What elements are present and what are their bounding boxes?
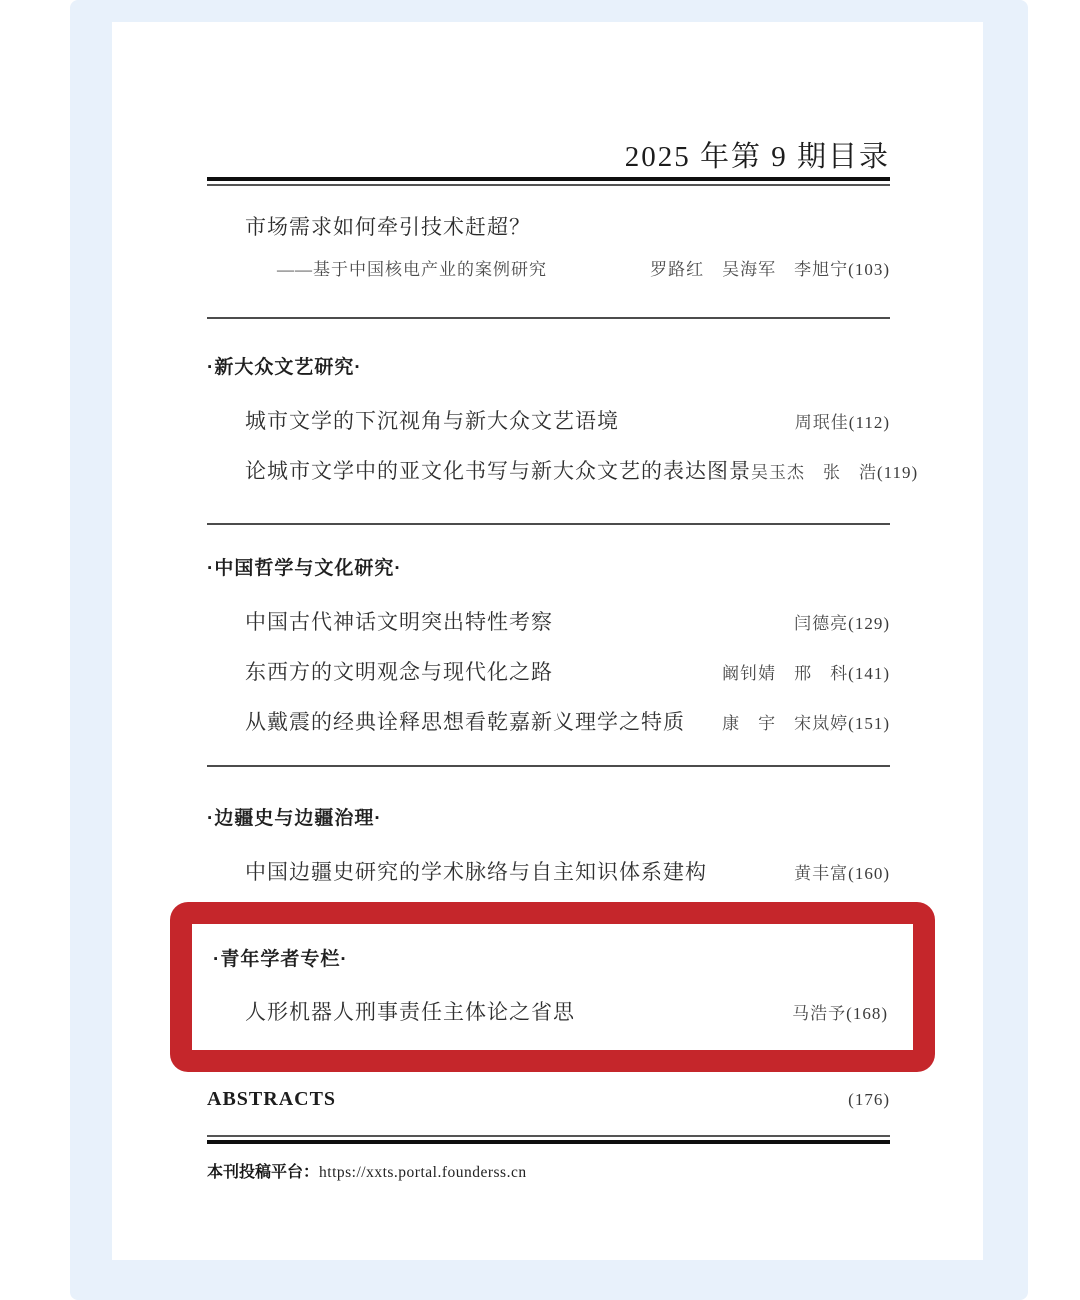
section-divider-1 xyxy=(207,317,890,319)
article-title: 城市文学的下沉视角与新大众文艺语境 xyxy=(245,409,619,433)
section-heading-young-scholars: ·青年学者专栏· xyxy=(213,949,348,970)
article-authors: 黄丰富(160) xyxy=(794,864,890,883)
lead-article-authors: 罗路红 吴海军 李旭宁(103) xyxy=(650,260,890,279)
toc-row xyxy=(207,405,890,435)
red-highlight-annotation-box xyxy=(170,902,935,1072)
lead-article-subtitle: ——基于中国核电产业的案例研究 xyxy=(277,260,547,279)
article-title: 论城市文学中的亚文化书写与新大众文艺的表达图景 xyxy=(245,459,751,483)
footer-double-rule xyxy=(207,1135,890,1144)
article-page-number: (112) xyxy=(848,413,890,432)
article-authors: 吴玉杰 张 浩(119) xyxy=(751,463,919,482)
section-heading-frontier-history: ·边疆史与边疆治理· xyxy=(207,808,382,829)
toc-row xyxy=(207,455,919,485)
submission-platform-footer xyxy=(207,1159,890,1182)
article-authors: 马浩予(168) xyxy=(792,1004,888,1023)
title-double-rule xyxy=(207,177,890,186)
article-authors: 闫德亮(129) xyxy=(794,614,890,633)
abstracts-row xyxy=(207,1088,890,1111)
title-rule-thin xyxy=(207,184,890,186)
section-divider-3 xyxy=(207,765,890,767)
article-page-number: (129) xyxy=(848,614,890,633)
section-divider-2 xyxy=(207,523,890,525)
section-heading-new-mass-literature: ·新大众文艺研究· xyxy=(207,357,362,378)
abstracts-page-number: (176) xyxy=(848,1090,890,1109)
lead-article-title: 市场需求如何牵引技术赶超？ xyxy=(245,215,531,239)
article-authors: 周珉佳(112) xyxy=(794,413,890,432)
toc-row xyxy=(207,856,890,886)
toc-row xyxy=(213,996,888,1026)
article-page-number: (168) xyxy=(846,1004,888,1023)
article-authors: 康 宇 宋岚婷(151) xyxy=(722,714,890,733)
footer-rule-thick xyxy=(207,1140,890,1144)
toc-row xyxy=(207,606,890,636)
article-page-number: (141) xyxy=(848,664,890,683)
lead-article-page-number: (103) xyxy=(848,260,890,279)
article-title: 从戴震的经典诠释思想看乾嘉新义理学之特质 xyxy=(245,710,685,734)
lead-article-subtitle-row xyxy=(207,255,890,280)
article-title: 中国边疆史研究的学术脉络与自主知识体系建构 xyxy=(245,860,707,884)
journal-toc-page xyxy=(112,22,983,1260)
article-page-number: (119) xyxy=(877,463,919,482)
abstracts-label: ABSTRACTS xyxy=(207,1088,337,1110)
article-page-number: (160) xyxy=(848,864,890,883)
article-title: 中国古代神话文明突出特性考察 xyxy=(245,610,553,634)
article-title: 人形机器人刑事责任主体论之省思 xyxy=(245,1000,575,1024)
article-title: 东西方的文明观念与现代化之路 xyxy=(245,660,553,684)
article-authors: 阚钊婧 邢 科(141) xyxy=(722,664,890,683)
toc-row xyxy=(207,656,890,686)
article-page-number: (151) xyxy=(848,714,890,733)
section-heading-chinese-philosophy: ·中国哲学与文化研究· xyxy=(207,558,402,579)
submission-platform-label: 本刊投稿平台： xyxy=(207,1164,320,1181)
toc-row xyxy=(207,706,890,736)
submission-platform-url[interactable]: https://xxts.portal.founderss.cn xyxy=(319,1164,527,1181)
page-title: 2025 年第 9 期目录 xyxy=(624,141,890,173)
